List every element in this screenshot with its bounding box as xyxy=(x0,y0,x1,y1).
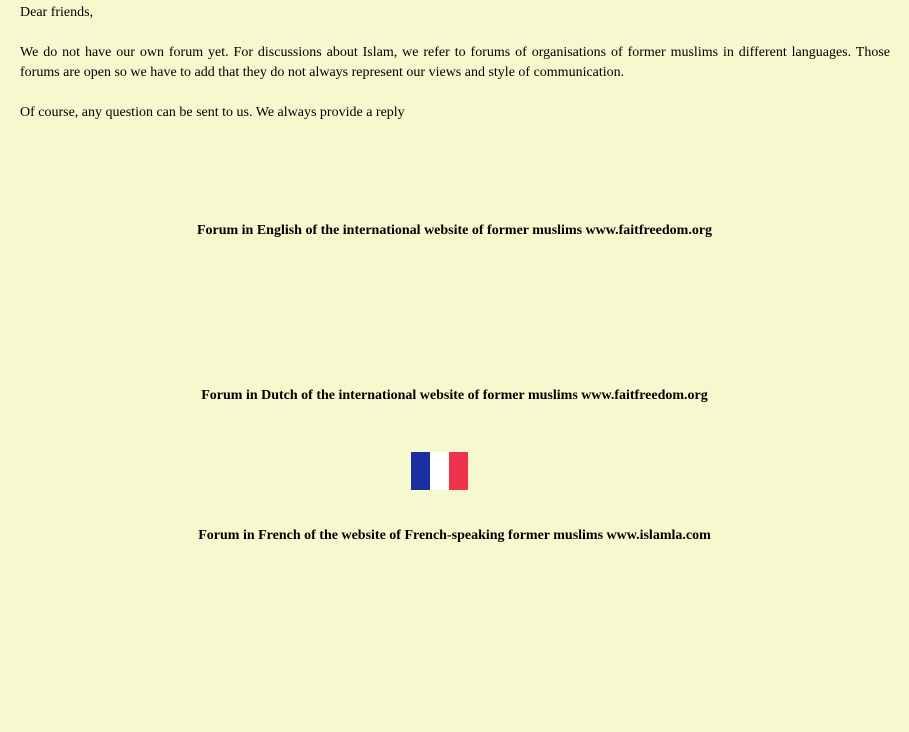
intro-paragraph-forums: We do not have our own forum yet. For discussions about Islam, we refer to forums of organisations of former muslims in different languages. Those forums are open so we have to add that they do not always represent our views and style of communication. xyxy=(20,45,890,80)
french-flag-icon[interactable] xyxy=(411,452,468,490)
forum-english-link[interactable]: Forum in English of the international website of former muslims www.faitfreedom.org xyxy=(196,223,713,238)
flag-stripe-white xyxy=(430,452,449,490)
forum-dutch-item xyxy=(0,387,909,405)
flag-stripe-red xyxy=(449,452,468,490)
forum-french-item xyxy=(0,527,909,545)
forum-french-link[interactable]: Forum in French of the website of French-speaking former muslims www.islamla.com xyxy=(198,528,711,543)
flag-stripe-blue xyxy=(411,452,430,490)
intro-text xyxy=(20,3,890,143)
forum-english-item xyxy=(0,222,909,240)
forum-dutch-link[interactable]: Forum in Dutch of the international website of former muslims www.faitfreedom.org xyxy=(201,388,708,403)
greeting: Dear friends, xyxy=(20,5,94,20)
intro-paragraph-questions: Of course, any question can be sent to us. We always provide a reply xyxy=(20,105,405,120)
